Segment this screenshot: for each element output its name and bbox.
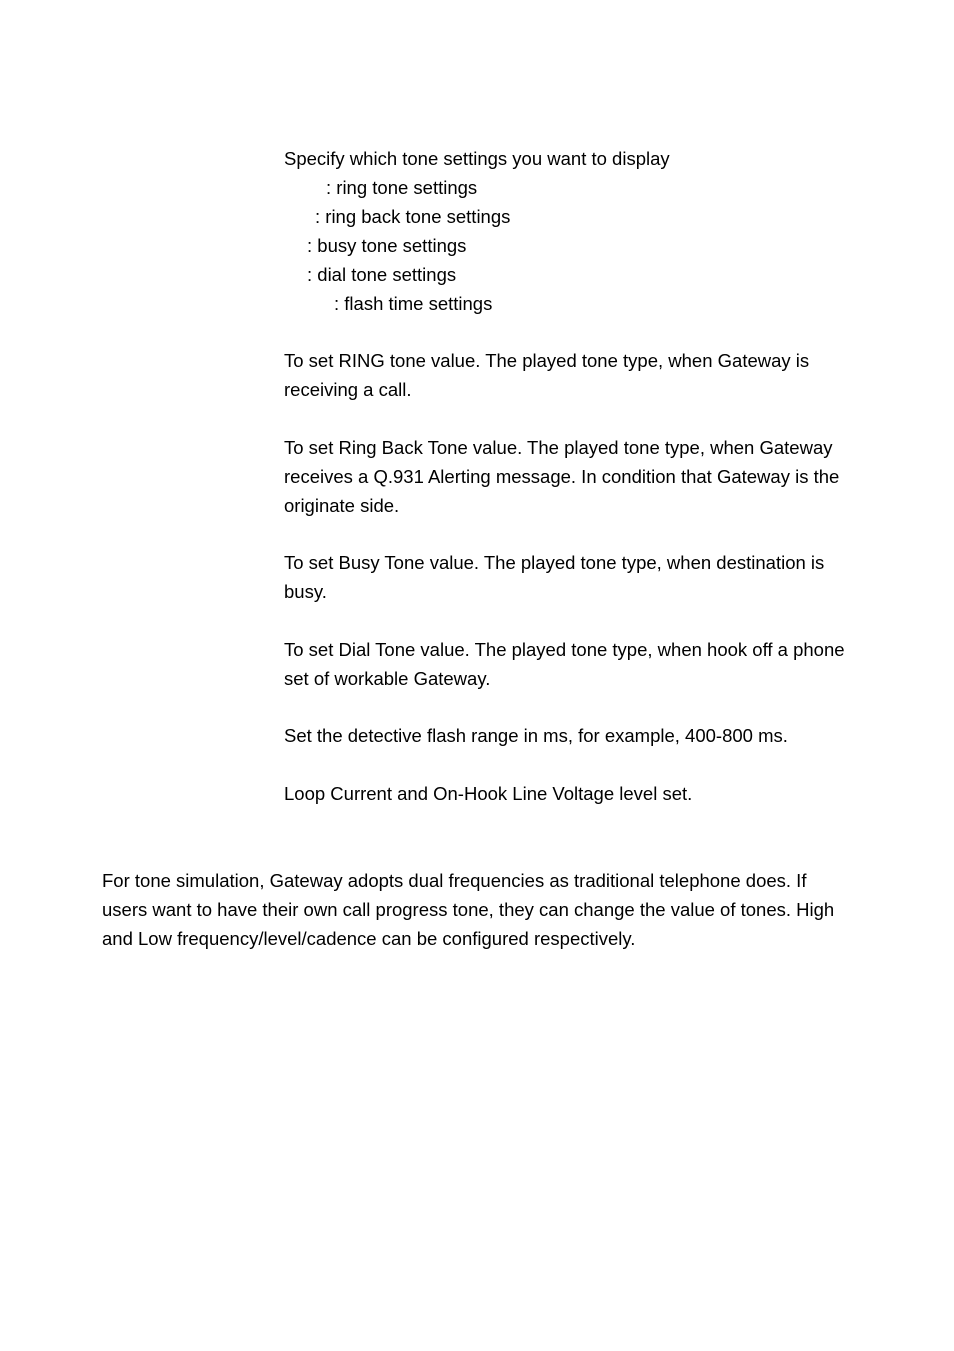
options-intro: Specify which tone settings you want to display bbox=[284, 148, 670, 169]
option-ring-tone: : ring tone settings bbox=[326, 177, 478, 198]
tone-simulation-paragraph: For tone simulation, Gateway adopts dual frequencies as traditional telephone does. If users want to have their own call progress tone, they can change the value of tones. High and Low frequency/level/cadence can be configured respectively. bbox=[102, 870, 835, 949]
option-dial-tone: : dial tone settings bbox=[307, 264, 457, 285]
flash-time-description: Set the detective flash range in ms, for example, 400-800 ms. bbox=[284, 725, 788, 746]
dial-tone-description: To set Dial Tone value. The played tone type, when hook off a phone set of workable Gateway. bbox=[284, 639, 845, 689]
busy-tone-description: To set Busy Tone value. The played tone type, when destination is busy. bbox=[284, 552, 825, 602]
option-ring-back-tone: : ring back tone settings bbox=[315, 206, 511, 227]
option-flash-time: : flash time settings bbox=[334, 293, 493, 314]
loop-current-description: Loop Current and On-Hook Line Voltage level set. bbox=[284, 783, 693, 804]
ring-tone-description: To set RING tone value. The played tone type, when Gateway is receiving a call. bbox=[284, 350, 810, 400]
option-busy-tone: : busy tone settings bbox=[307, 235, 467, 256]
ring-back-tone-description: To set Ring Back Tone value. The played tone type, when Gateway receives a Q.931 Alerting message. In condition that Gateway is the originate side. bbox=[284, 437, 840, 516]
